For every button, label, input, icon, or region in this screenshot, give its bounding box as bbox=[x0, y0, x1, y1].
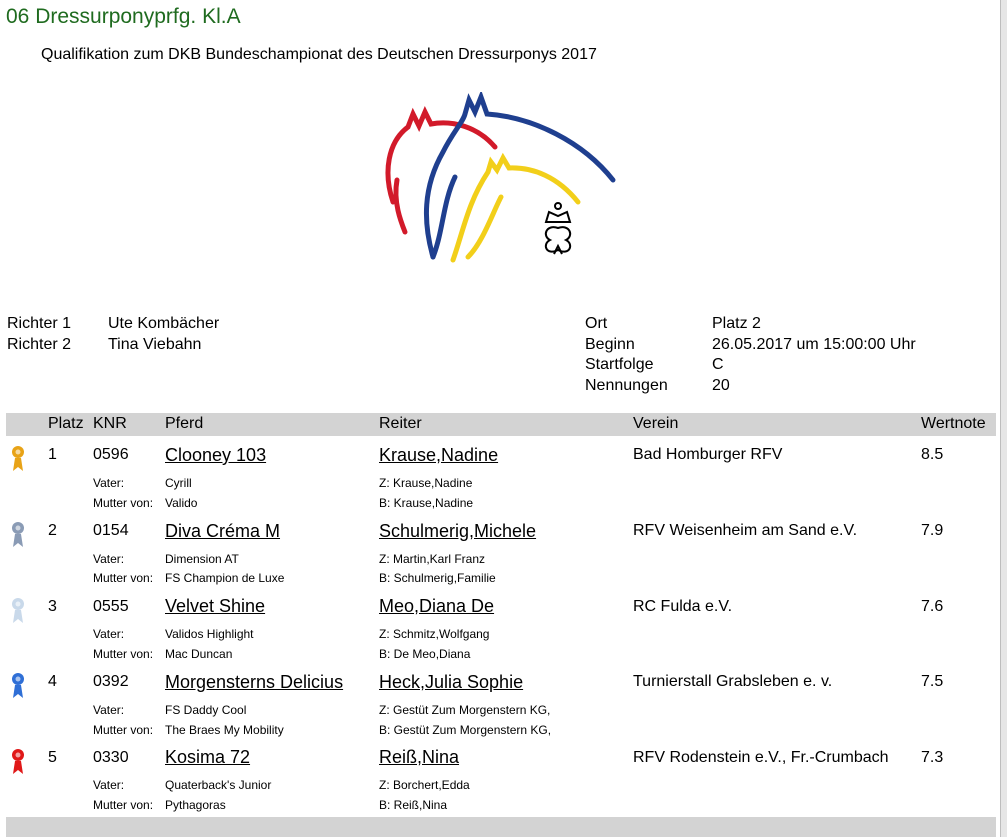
father-name: Cyrill bbox=[165, 476, 192, 490]
club: Bad Homburger RFV bbox=[633, 446, 783, 463]
owner: B: De Meo,Diana bbox=[379, 647, 471, 661]
mother-label: Mutter von: bbox=[93, 723, 154, 737]
horse-link[interactable]: Clooney 103 bbox=[165, 445, 267, 465]
place: 3 bbox=[48, 598, 57, 615]
results-table-header bbox=[6, 413, 996, 436]
rider-link[interactable]: Krause,Nadine bbox=[379, 445, 499, 465]
score: 8.5 bbox=[921, 446, 944, 463]
rider-link[interactable]: Heck,Julia Sophie bbox=[379, 672, 524, 692]
mother-label: Mutter von: bbox=[93, 496, 154, 510]
knr: 0555 bbox=[93, 598, 129, 615]
breeder: Z: Martin,Karl Franz bbox=[379, 552, 486, 566]
ribbon-icon bbox=[10, 444, 26, 472]
judge-row bbox=[7, 314, 219, 335]
breeder: Z: Borchert,Edda bbox=[379, 778, 470, 792]
detail-value: 26.05.2017 um 15:00:00 Uhr bbox=[712, 335, 916, 353]
mother-name: The Braes My Mobility bbox=[165, 723, 284, 737]
judge-label: Richter 2 bbox=[7, 335, 72, 353]
club: RFV Weisenheim am Sand e.V. bbox=[633, 522, 858, 539]
judge-name: Ute Kombächer bbox=[108, 315, 220, 332]
owner: B: Krause,Nadine bbox=[379, 496, 474, 510]
place: 2 bbox=[48, 522, 57, 539]
horse-link[interactable]: Kosima 72 bbox=[165, 747, 251, 767]
father-label: Vater: bbox=[93, 476, 125, 490]
score: 7.3 bbox=[921, 749, 944, 766]
page-title: 06 Dressurponyprfg. Kl.A bbox=[6, 5, 241, 28]
mother-label: Mutter von: bbox=[93, 647, 154, 661]
result-entry bbox=[6, 516, 996, 590]
horse-link[interactable]: Diva Créma M bbox=[165, 521, 281, 541]
father-name: Dimension AT bbox=[165, 552, 239, 566]
page-subtitle: Qualifikation zum DKB Bundeschampionat des Deutschen Dressurponys 2017 bbox=[41, 46, 597, 63]
knr: 0596 bbox=[93, 446, 129, 463]
mother-label: Mutter von: bbox=[93, 798, 154, 812]
mother-name: Pythagoras bbox=[165, 798, 226, 812]
ribbon-icon bbox=[10, 671, 26, 699]
horse-link[interactable]: Morgensterns Delicius bbox=[165, 672, 344, 692]
judge-row bbox=[7, 335, 219, 356]
mother-name: Mac Duncan bbox=[165, 647, 233, 661]
column-verein: Verein bbox=[633, 415, 679, 432]
detail-row bbox=[585, 314, 916, 335]
father-label: Vater: bbox=[93, 552, 125, 566]
vertical-scrollbar[interactable] bbox=[1000, 0, 1007, 837]
detail-row bbox=[585, 335, 916, 356]
father-name: Quaterback's Junior bbox=[165, 778, 272, 792]
owner: B: Gestüt Zum Morgenstern KG, bbox=[379, 723, 552, 737]
event-details bbox=[585, 314, 916, 396]
mother-name: FS Champion de Luxe bbox=[165, 571, 285, 585]
judge-name: Tina Viebahn bbox=[108, 335, 202, 353]
breeder: Z: Gestüt Zum Morgenstern KG, bbox=[379, 703, 551, 717]
column-pferd: Pferd bbox=[165, 415, 204, 432]
detail-label: Startfolge bbox=[585, 356, 654, 373]
father-label: Vater: bbox=[93, 627, 125, 641]
rider-link[interactable]: Schulmerig,Michele bbox=[379, 521, 537, 541]
club: Turnierstall Grabsleben e. v. bbox=[633, 673, 833, 690]
score: 7.5 bbox=[921, 673, 944, 690]
detail-row bbox=[585, 376, 916, 397]
detail-label: Ort bbox=[585, 315, 608, 332]
place: 5 bbox=[48, 749, 57, 766]
detail-value: Platz 2 bbox=[712, 315, 761, 332]
ribbon-icon bbox=[10, 520, 26, 548]
ribbon-icon bbox=[10, 747, 26, 775]
knr: 0154 bbox=[93, 522, 129, 539]
place: 1 bbox=[48, 446, 57, 463]
judges-block bbox=[7, 314, 219, 355]
score: 7.9 bbox=[921, 522, 944, 539]
father-label: Vater: bbox=[93, 703, 125, 717]
father-name: Validos Highlight bbox=[165, 627, 254, 641]
column-knr: KNR bbox=[93, 415, 127, 432]
club: RFV Rodenstein e.V., Fr.-Crumbach bbox=[633, 749, 889, 766]
mother-name: Valido bbox=[165, 496, 198, 510]
ribbon-icon bbox=[10, 596, 26, 624]
result-entry bbox=[6, 592, 996, 666]
breeder: Z: Krause,Nadine bbox=[379, 476, 473, 490]
detail-label: Nennungen bbox=[585, 376, 668, 394]
club: RC Fulda e.V. bbox=[633, 598, 733, 615]
owner: B: Schulmerig,Familie bbox=[379, 571, 496, 585]
judge-label: Richter 1 bbox=[7, 315, 72, 332]
column-wertnote: Wertnote bbox=[921, 415, 986, 432]
detail-value: C bbox=[712, 356, 724, 373]
score: 7.6 bbox=[921, 598, 944, 615]
championship-logo bbox=[383, 92, 621, 264]
result-entry bbox=[6, 743, 996, 817]
mother-label: Mutter von: bbox=[93, 571, 154, 585]
detail-label: Beginn bbox=[585, 335, 635, 353]
column-platz: Platz bbox=[48, 415, 84, 432]
result-entry bbox=[6, 667, 996, 741]
result-entry bbox=[6, 440, 996, 514]
knr: 0330 bbox=[93, 749, 129, 766]
breeder: Z: Schmitz,Wolfgang bbox=[379, 627, 490, 641]
rider-link[interactable]: Meo,Diana De bbox=[379, 596, 495, 616]
father-name: FS Daddy Cool bbox=[165, 703, 247, 717]
place: 4 bbox=[48, 673, 57, 690]
father-label: Vater: bbox=[93, 778, 125, 792]
rider-link[interactable]: Reiß,Nina bbox=[379, 747, 460, 767]
owner: B: Reiß,Nina bbox=[379, 798, 448, 812]
horse-link[interactable]: Velvet Shine bbox=[165, 596, 266, 616]
detail-value: 20 bbox=[712, 376, 730, 394]
table-footer-bar bbox=[6, 817, 996, 837]
detail-row bbox=[585, 355, 916, 376]
column-reiter: Reiter bbox=[379, 415, 422, 432]
knr: 0392 bbox=[93, 673, 129, 690]
